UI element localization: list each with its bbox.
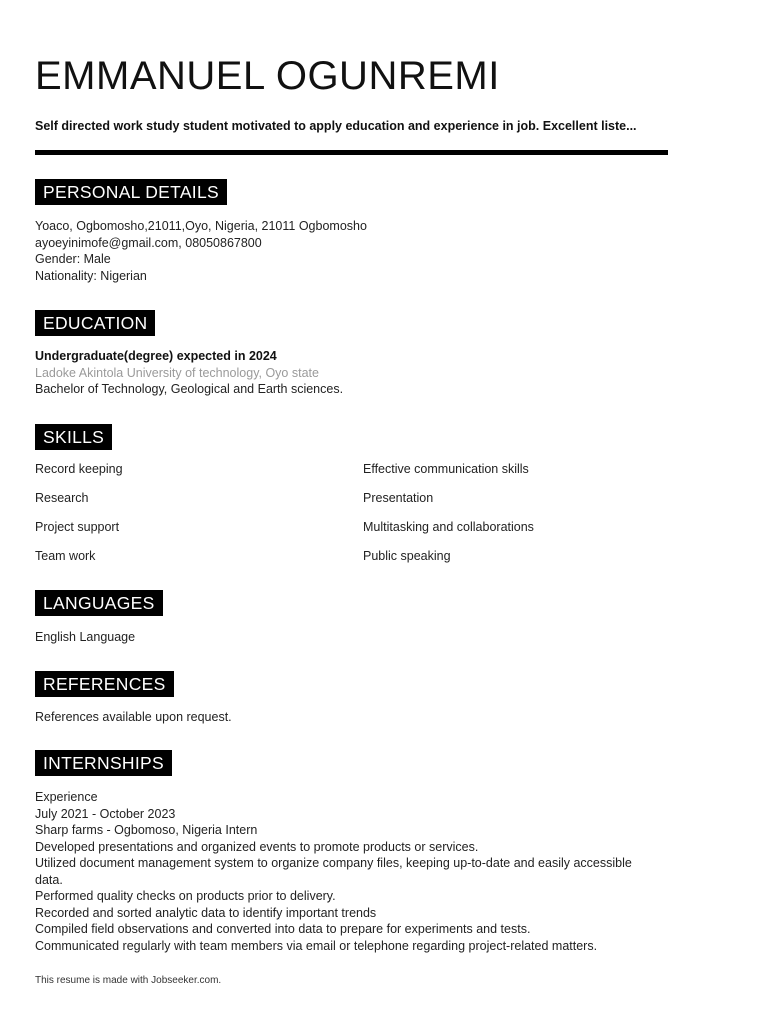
education-degree: Undergraduate(degree) expected in 2024 [35,349,277,363]
language-item: English Language [35,630,136,644]
skill-item: Public speaking [363,549,451,563]
skill-item: Presentation [363,491,434,505]
skills-grid [35,462,675,578]
internship-duty: Communicated regularly with team members via email or telephone regarding project-related matters. [35,938,598,953]
skill-row [35,549,675,578]
internship-duty: Developed presentations and organized events to promote products or services. [35,839,479,854]
section-title-internships: INTERNSHIPS [35,750,172,776]
address: Yoaco, Ogbomosho,21011,Oyo, Nigeria, 21011 Ogbomosho [35,219,367,233]
references-block [35,709,232,726]
section-title-education: EDUCATION [35,310,155,336]
internship-duty: Compiled field observations and converted into data to prepare for experiments and tests. [35,922,531,936]
nationality: Nationality: Nigerian [35,268,147,283]
skill-item: Effective communication skills [363,462,529,476]
footer-note: This resume is made with Jobseeker.com. [35,975,222,986]
education-course: Bachelor of Technology, Geological and Earth sciences. [35,382,344,396]
skill-item: Project support [35,520,120,534]
education-school: Ladoke Akintola University of technology, Oyo state [35,365,319,380]
skill-item: Record keeping [35,462,123,476]
personal-details-block [35,218,367,284]
gender: Gender: Male [35,252,111,266]
internship-duty: Performed quality checks on products prior to delivery. [35,889,336,903]
internship-dates: July 2021 - October 2023 [35,806,176,821]
internship-duty: Utilized document management system to organize company files, keeping up-to-date and easily accessible data. [35,856,632,887]
skill-item: Research [35,491,89,505]
contact-info: ayoeyinimofe@gmail.com, 08050867800 [35,235,262,250]
profile-summary: Self directed work study student motivated to apply education and experience in job. Excellent liste... [35,119,637,133]
skill-item: Multitasking and collaborations [363,520,534,534]
education-block [35,348,343,398]
internship-duty: Recorded and sorted analytic data to identify important trends [35,905,377,920]
references-text: References available upon request. [35,710,232,724]
internship-company: Sharp farms - Ogbomoso, Nigeria Intern [35,823,258,837]
section-title-personal-details: PERSONAL DETAILS [35,179,227,205]
section-title-skills: SKILLS [35,424,112,450]
languages-block [35,629,135,646]
section-title-references: REFERENCES [35,671,174,697]
skill-row [35,491,675,520]
header-divider [35,150,668,155]
skill-item: Team work [35,549,96,563]
skill-row [35,520,675,549]
section-title-languages: LANGUAGES [35,590,163,616]
internships-block [35,789,645,954]
candidate-name: EMMANUEL OGUNREMI [35,54,500,98]
skill-row [35,462,675,491]
internship-heading: Experience [35,790,98,804]
